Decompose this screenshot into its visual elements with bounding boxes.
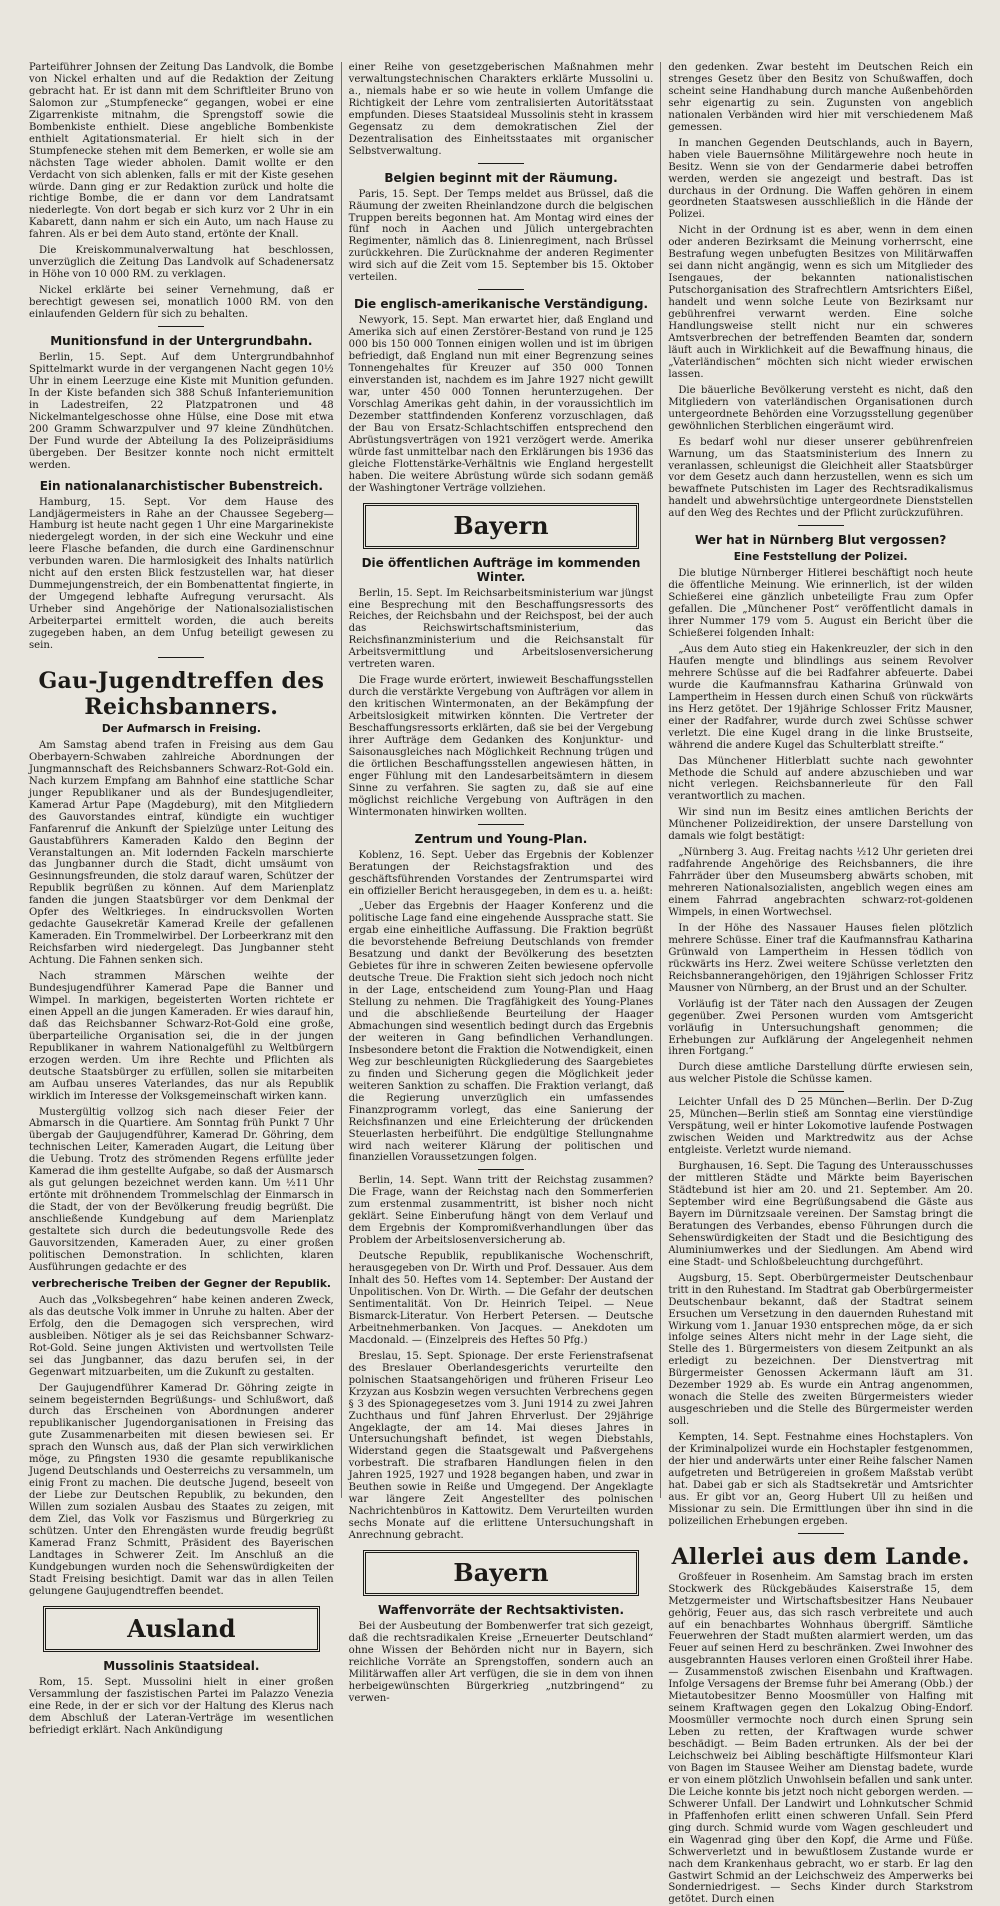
section-headline: Gau-Jugendtreffen des Reichsbanners. <box>38 667 325 720</box>
article-text: Die Kreiskommunalverwaltung hat beschlossen, unverzüglich die Zeitung Das Landvolk auf Schadenersatz in Höhe von 10 000 RM. zu verklagen. <box>29 245 334 281</box>
article-text: Durch diese amtliche Darstellung dürfte erwiesen sein, aus welcher Pistole die Schüsse kamen. <box>668 1062 974 1086</box>
divider <box>158 657 204 658</box>
article-text: einer Reihe von gesetzgeberischen Maßnahmen mehr verwaltungstechnischen Charakters erklärte Mussolini u. a., niemals habe er so wie heute in vollem Umfange die Richtigkeit der Lehre vom zentralisierten Autoritätsstaat empfunden. Dieses Staatsideal Mussolinis steht in krassem Gegensatz zu dem demokratischen Ziel der Dezentralisation des Einheitsstaates mit organischer Selbstverwaltung. <box>348 62 654 157</box>
headline: Waffenvorräte der Rechtsaktivisten. <box>377 1603 625 1618</box>
article-text: Der Gaujugendführer Kamerad Dr. Göhring zeigte in seinem begeisternden Begrüßungs- und Schlußwort, daß durch das Erscheinen von Abordnungen anderer republikanischer Jugendorganisationen in Freising das gute Zusammenarbeiten mit diesen bewiesen sei. Er sprach den Wunsch aus, daß der Plan sich verwirklichen möge, zu Pfingsten 1930 die gesamte republikanische Jugend Deutschlands und Oesterreichs zu versammeln, um einig Front zu machen. Die deutsche Jugend, beseelt von der Liebe zur Deutschen Republik, zu bekunden, den Willen zum sozialen Ausbau des Staates zu zeigen, mit dem Ziel, das Volk vor Faszismus und Bürgerkrieg zu schützen. Unter den Ehrengästen wurde freudig begrüßt Kamerad Franz Schmitt, Präsident des Bayerischen Landtages in Schwerer Zeit. Im Anschluß an die Kundgebungen wurden noch die Sehenswürdigkeiten der Stadt Freising besichtigt. Damit war das in allen Teilen gelungene Gaujugendtreffen beendet. <box>29 1382 334 1597</box>
headline: Die englisch-amerikanische Verständigung. <box>353 297 649 312</box>
article-text: Großfeuer in Rosenheim. Am Samstag brach im ersten Stockwerk des Rückgebäudes Kaiserstraße 15, dem Metzgermeister und Wirtschaftsbesitzer Hans Neubauer gehörig, Feuer aus, das sich rasch verbreitete und auch auf ein benachbartes Wohnhaus übergriff. Sämtliche Feuerwehren der Stadt mußten alarmiert werden, um das Feuer auf seinen Herd zu beschränken. Zwei Inwohner des ausgebrannten Hauses verloren einen Großteil ihrer Habe. — Zusammenstoß zwischen Eisenbahn und Kraftwagen. Infolge Versagens der Bremse fuhr bei Amerang (Obb.) der Mietautobesitzer Benno Moosmüller von Halfing mit seinem Kraftwagen gegen den Lokalzug Obing-Endorf. Moosmüller vermochte noch durch einen Sprung sein Leben zu retten, der Kraftwagen wurde schwer beschädigt. — Beim Baden ertrunken. Als der bei der Leichschweiz bei Aibling beschäftigte Hilfsmonteur Klari von Bagen im Stausee Weiher am Dienstag badete, wurde er von einem plötzlich Unwohlsein befallen und sank unter. Die Leiche konnte bis jetzt noch nicht geborgen werden. — Schwerer Unfall. Der Landwirt und Lohnkutscher Schmid in Pfaffenhofen erlitt einen schweren Unfall. Sein Pferd ging durch. Schmid wurde vom Wagen geschleudert und ein Wagenrad ging über den Kopf, die Arme und Füße. Schwerverletzt und in bewußtlosem Zustande wurde er nach dem Krankenhaus gebracht, wo er starb. Er lag den Gastwirt Schmid an der Leichschweiz des Amperwerks bei Sonderniedrigest. — Sechs Kinder durch Starkstrom getötet. Durch einen <box>668 1571 974 1906</box>
article-text: Berlin, 15. Sept. Auf dem Untergrundbahnhof Spittelmarkt wurde in der vergangenen Nacht gegen 10½ Uhr in einem Leerzuge eine Kiste mit Munition gefunden. In der Kiste befanden sich 388 Schuß Infanteriemunition in Ladestreifen, 22 Platzpatronen und 48 Nickelmantelgeschosse ohne Hülse, eine Dose mit etwa 200 Gramm Schwarzpulver und 97 kleine Zündhütchen. Der Fund wurde der Abteilung Ia des Polizeipräsidiums übergeben. Der Besitzer konnte noch nicht ermittelt werden. <box>29 352 334 471</box>
column-2 <box>342 62 662 1704</box>
article-text: „Ueber das Ergebnis der Haager Konferenz und die politische Lage fand eine eingehende Aussprache statt. Sie ergab eine einheitliche Auffassung. Die Fraktion begrüßt die bevorstehende Befreiung Deutschlands von fremder Besatzung und dankt der Bevölkerung des besetzten Gebietes für ihre in schweren Zeiten bewiesene opfervolle deutsche Treue. Die Fraktion sieht sich jedoch noch nicht in der Lage, entscheidend zum Young-Plan und Haag Stellung zu nehmen. Die Tragfähigkeit des Young-Planes und die abschließende Beurteilung der Haager Abmachungen sind wesentlich bedingt durch das Ergebnis der weiteren in Gang befindlichen Verhandlungen. Insbesondere betont die Fraktion die Notwendigkeit, einen Weg zur beschleunigten Rückgliederung des Saargebietes zu finden und Sicherung gegen die Möglichkeit jeder weiteren Sanktion zu schaffen. Die Fraktion verlangt, daß die Regierung unverzüglich ein umfassendes Finanzprogramm vorlegt, das eine Sanierung der Reichsfinanzen und eine Erleichterung der drückenden Steuerlasten herbeiführt. Die endgültige Stellungnahme wird nach weiterer Klärung der politischen und finanziellen Voraussetzungen folgen. <box>348 901 654 1164</box>
article-text: Nach strammen Märschen weihte der Bundesjugendführer Kamerad Pape die Banner und Wimpel. In markigen, begeisterten Worten richtete er einen Appell an die jungen Kameraden. Er wies darauf hin, daß das Reichsbanner Schwarz-Rot-Gold eine große, überparteiliche Organisation sei, die in der jungen Republikaner in wahrem Nationalgefühl zu Weltbürgern erzogen werden. Um ihre Rechte und Pflichten als deutsche Staatsbürger zu erfüllen, sollen sie mitarbeiten am Aufbau unseres Vaterlandes, das nur als Republik wirklich im Interesse der Volksgemeinschaft wirken kann. <box>29 971 334 1102</box>
article-text: „Aus dem Auto stieg ein Hakenkreuzler, der sich in den Haufen mengte und blindlings aus seinem Revolver mehrere Schüsse auf die bei Radfahrer abfeuerte. Dabei wurde die Kaufmannsfrau Katharina Grünwald von Lampertheim in Hessen durch einen Schuß von rückwärts ins Herz getötet. Der 19jährige Schlosser Fritz Mausner, einer der Radfahrer, wurde durch zwei Schüsse schwer verletzt. Die eine Kugel drang in die linke Brustseite, während die andere Kugel das Schulterblatt streifte.“ <box>668 643 974 751</box>
article-text: Kempten, 14. Sept. Festnahme eines Hochstaplers. Von der Kriminalpolizei wurde ein Hochstapler festgenommen, der hier und anderwärts unter einer Reihe falscher Namen aufgetreten und Betrügereien in großem Maßstab verübt hat. Dabei gab er sich als Stadtsekretär und Amtsrichter aus. Er gibt vor an, Georg Hubert Ull zu heißen und Missionar zu sein. Die Ermittlungen über ihn sind in die polizeilichen Erhebungen ergeben. <box>668 1432 974 1527</box>
section-box-deutsches-reich: Bayern <box>363 503 640 549</box>
divider <box>798 1533 844 1534</box>
article-text: Berlin, 14. Sept. Wann tritt der Reichstag zusammen? Die Frage, wann der Reichstag nach den Sommerferien zum erstenmal zusammentritt, ist bisher noch nicht geklärt. Seine Einberufung hängt von dem Verlauf und dem Ergebnis der Kompromißverhandlungen über das Problem der Arbeitslosenversicherung ab. <box>348 1175 654 1247</box>
article-text: Nicht in der Ordnung ist es aber, wenn in dem einen oder anderen Bezirksamt die Meinung vorherrscht, eine Bestrafung wegen unbefugten Besitzes von Militärwaffen sei dann nicht angängig, wenn es sich um Mitglieder des Isengaues, der bekannten nationalistischen Putschorganisation des Strafrechtlern Amtsrichters Eißel, handelt und wenn solche Leute von Bezirksamt nur gebührenfrei verwarnt werden. Eine solche Handlungsweise stellt nicht nur ein schweres Amtsverbrechen der betreffenden Beamten dar, sondern läuft auch in Wirklichkeit auf die Bewaffnung hinaus, die „Vaterländischen“ möchten sich nicht wieder erwischen lassen. <box>668 225 974 380</box>
article-text: Augsburg, 15. Sept. Oberbürgermeister Deutschenbaur tritt in den Ruhestand. Im Stadtrat gab Oberbürgermeister Deutschenbaur bekannt, daß der Stadtrat seinem Ersuchen um Versetzung in den dauernden Ruhestand mit Wirkung vom 1. Januar 1930 entsprechen möge, da er sich infolge seines Alters nicht mehr in der Lage sieht, die Stelle des 1. Bürgermeisters von diesem Zeitpunkt an als erledigt zu bezeichnen. Der Dienstvertrag mit Bürgermeister Genossen Ackermann läuft am 31. Dezember 1929 ab. Es wurde ein Antrag angenommen, wonach die Stelle des zweiten Bürgermeisters wieder ausgeschrieben und die Stelle des Bürgermeister werden soll. <box>668 1272 974 1428</box>
headline: Mussolinis Staatsideal. <box>103 1658 260 1673</box>
article-text: Bei der Ausbeutung der Bombenwerfer trat sich gezeigt, daß die rechtsradikalen Kreise „Erneuerter Deutschland“ ohne Wissen der Behörden nicht nur in Bayern, sich reichliche Vorräte an Sprengstoffen, sondern auch an Militärwaffen aller Art verfügen, die sie in dem von ihnen herbeigewünschten Bürgerkrieg „nutzbringend“ zu verwen- <box>348 1621 654 1704</box>
column-3 <box>661 62 980 1906</box>
article-text: den gedenken. Zwar besteht im Deutschen Reich ein strenges Gesetz über den Besitz von Schußwaffen, doch scheint seine Handhabung durch manche Außenbehörden sehr eigenartig zu sein. Zugunsten von angeblich nationalen Verbänden wird hier mit verschiedenem Maß gemessen. <box>668 62 974 133</box>
headline: Munitionsfund in der Untergrundbahn. <box>50 334 313 349</box>
divider <box>478 1169 524 1170</box>
article-text: Rom, 15. Sept. Mussolini hielt in einer großen Versammlung der faszistischen Partei im Palazzo Venezia eine Rede, in der er sich vor der Haltung des Klerus nach dem Abschluß der Lateran-Verträge im wesentlichen befriedigt erklärt. Nach Ankündigung <box>29 1676 334 1736</box>
article-text: Burghausen, 16. Sept. Die Tagung des Unterausschusses der mittleren Städte und Märkte beim Bayerischen Städtebund ist hier am 20. und 21. September. Am 20. September wird eine Begrüßungsabend die Gäste aus Bayern im Dürnitzsaale vereinen. Der Samstag bringt die Beratungen des Verbandes, ebenso Führungen durch die Sehenswürdigkeiten der Stadt und die Besichtigung des Aluminiumwerkes und der Siedlungen. Am Abend wird eine Stadt- und Schloßbeleuchtung durchgeführt. <box>668 1161 974 1268</box>
article-text: Nickel erklärte bei seiner Vernehmung, daß er berechtigt gewesen sei, monatlich 1000 RM. von den einlaufenden Geldern für sich zu behalten. <box>29 285 334 321</box>
divider <box>798 525 844 526</box>
article-text: „Nürnberg 3. Aug. Freitag nachts ½12 Uhr gerieten drei radfahrende Angehörige des Reichsbanners, die ihre Fahrräder über den Museumsberg abwärts schoben, mit mehreren Nationalsozialisten, angeblich wegen eines am einem Fahrrad angebrachten schwarz-rot-goldenen Wimpels, in einen Wortwechsel. <box>668 847 974 918</box>
article-text: Paris, 15. Sept. Der Temps meldet aus Brüssel, daß die Räumung der zweiten Rheinlandzone durch die belgischen Truppen bereits begonnen hat. Am Montag wird eines der fünf noch in Aachen und Jülich untergebrachten Regimenter, nämlich das 8. Linienregiment, nach Brüssel zurückkehren. Die Zurücknahme der anderen Regimenter wird sich auf die Zeit vom 15. September bis 15. Oktober verteilen. <box>348 188 654 284</box>
column-container <box>22 62 980 1906</box>
headline: Belgien beginnt mit der Räumung. <box>384 170 618 185</box>
divider <box>478 824 524 825</box>
article-text: Es bedarf wohl nur dieser unserer gebührenfreien Warnung, um das Staatsministerium des Innern zu veranlassen, schleunigst die Gleichheit aller Staatsbürger vor dem Gesetz auch dann herzustellen, wenn es sich um bewaffnete Putschisten im Lager des Rechtsradikalismus handelt und abwehrsüchtige untergeordnete Dienststellen auf den Weg des Rechtes und der Pflicht zurückzuführen. <box>668 436 974 520</box>
article-text: In manchen Gegenden Deutschlands, auch in Bayern, haben viele Bauernsöhne Militärgewehre noch heute in Besitz. Wenn sie von der Gendarmerie dabei betroffen werden, werden sie angezeigt und bestraft. Das ist durchaus in der Ordnung. Die Waffen gehören in einem geordneten Staatswesen ausschließlich in die Hände der Polizei. <box>668 137 974 221</box>
article-text: Die bäuerliche Bevölkerung versteht es nicht, daß den Mitgliedern von vaterländischen Organisationen durch untergeordnete Behörden eine Vorzugsstellung gegenüber gewöhnlichen Sterblichen eingeräumt wird. <box>668 384 974 432</box>
article-text: Auch das „Volksbegehren“ habe keinen anderen Zweck, als das deutsche Volk immer in Unruhe zu halten. Aber der Erfolg, den die Demagogen sich versprechen, wird ausbleiben. Nötiger als je sei das Reichsbanner Schwarz-Rot-Gold. Seine jungen Aktivisten und wertvollsten Teile sei das Jungbanner, das dazu berufen sei, in der Gegenwart mitzuarbeiten, um die Zukunft zu gestalten. <box>29 1294 334 1378</box>
headline: Zentrum und Young-Plan. <box>414 831 588 846</box>
article-text: In der Höhe des Nassauer Hauses fielen plötzlich mehrere Schüsse. Einer traf die Kaufmannsfrau Katharina Grünwald von Lampertheim in Hessen tödlich von rückwärts ins Herz. Zwei weitere Schüsse verletzten den Reichsbannerangehörigen, den 19jährigen Schlosser Fritz Mausner von Nürnberg, an der Brust und an der Schulter. <box>668 922 974 994</box>
article-text: Parteiführer Johnsen der Zeitung Das Landvolk, die Bombe von Nickel erhalten und auf die Redaktion der Zeitung gebracht hat. Er ist dann mit dem Schriftleiter Bruno von Salomon zur „Stumpfenecke“ gegangen, wobei er eine Zigarrenkiste mitnahm, die Sprengstoff sowie die Bombenkiste enthielt. Diese angebliche Bombenkiste enthielt Agitationsmaterial. Er hielt sich in der Stumpfenecke stehen mit dem Bemerken, er wolle sie am nächsten Tage wieder abholen. Damit wollte er den Verdacht von sich ablenken, falls er mit der Kiste gesehen würde. Dann ging er zur Redaktion zurück und holte die richtige Bombe, die er dann vor dem Landratsamt niederlegte. Von dort begab er sich kurz vor 2 Uhr in ein Kabarett, dann nahm er sich ein Auto, um nach Hause zu fahren. Als er bei dem Auto stand, ertönte der Knall. <box>29 62 334 241</box>
article-text: Das Münchener Hitlerblatt suchte nach gewohnter Methode die Schuld auf andere abzuschieben und war nicht verlegen. Reichsbannerleute für den Fall verantwortlich zu machen. <box>668 755 974 803</box>
article-text: Mustergültig vollzog sich nach dieser Feier der Abmarsch in die Quartiere. Am Sonntag früh Punkt 7 Uhr übergab der Gaujugendführer, Kamerad Dr. Göhring, dem technischen Leiter, Kameraden Augart, die Leitung über die Uebung. Trotz des strömenden Regens erfüllte jeder Kamerad die ihm gestellte Aufgabe, so daß der Ausmarsch als gut gelungen bezeichnet werden kann. Um ½11 Uhr ertönte mit dröhnendem Trommelschlag der Einmarsch in die Stadt, der von der Bevölkerung freudig begrüßt. Die anschließende Kundgebung auf dem Marienplatz gestaltete sich durch die bedeutungsvolle Rede des Gauvorsitzenden, Kameraden Auer, zu einer großen politischen Demonstration. In schlichten, klaren Ausführungen gedachte er des <box>29 1106 334 1273</box>
divider <box>798 1091 844 1092</box>
article-text: Vorläufig ist der Täter nach den Aussagen der Zeugen gegenüber. Zwei Personen wurden vom Amtsgericht vorläufig in Untersuchungshaft genommen; die Erhebungen zur Aufklärung der Angelegenheit nehmen ihren Fortgang.“ <box>668 998 974 1058</box>
column-1 <box>22 62 342 1736</box>
article-text: Wir sind nun im Besitz eines amtlichen Berichts der Münchener Polizeidirektion, der unsere Darstellung von damals wie folgt bestätigt: <box>668 807 974 843</box>
article-text: Breslau, 15. Sept. Spionage. Der erste Ferienstrafsenat des Breslauer Oberlandesgerichts verurteilte den polnischen Staatsangehörigen und früheren Friseur Leo Krzyzan aus Kosbzin wegen versuchten Verbrechens gegen § 3 des Spionagegesetzes vom 3. Juni 1914 zu zwei Jahren Zuchthaus und fünf Jahren Ehrverlust. Der 29jährige Angeklagte, der am 14. Mai dieses Jahres in Untersuchungshaft befindet, ist wegen Diebstahls, Widerstand gegen die Staatsgewalt und Paßvergehens vorbestraft. Die strafbaren Handlungen fielen in den Jahren 1925, 1927 und 1928 begangen haben, und zwar in Beuthen sowie in Reiße und Umgegend. Der Angeklagte war längere Zeit Angestellter des polnischen Nachrichtenbüros in Kattowitz. Dem Verurteilten wurden sechs Monate auf die erlittene Untersuchungshaft in Anrechnung gebracht. <box>348 1350 654 1542</box>
article-text: Berlin, 15. Sept. Im Reichsarbeitsministerium war jüngst eine Besprechung mit den Beschaffungsressorts des Reiches, der Reichsbahn und der Reichspost, bei der auch das Reichswirtschaftsministerium, das Reichsfinanzministerium und die Reichsanstalt für Arbeitsvermittlung und Arbeitslosenversicherung vertreten waren. <box>348 587 654 671</box>
article-text: Die Frage wurde erörtert, inwieweit Beschaffungsstellen durch die verstärkte Vergebung von Aufträgen vor allem in den kritischen Wintermonaten, an der Bekämpfung der Arbeitslosigkeit mitwirken könnten. Die Vertreter der Beschaffungsressorts erklärten, daß sie bei der Vergebung ihrer Aufträge dem Gedanken des Konjunktur- und Saisonausgleiches nach Möglichkeit Rechnung trügen und die örtlichen Beschaffungsstellen angewiesen hätten, in enger Fühlung mit den Landesarbeitsämtern in diesem Sinne zu verfahren. Sie sagten zu, daß sie auf eine möglichst reichliche Vergebung von Aufträgen in den Wintermonaten hinwirken wollten. <box>348 675 654 818</box>
article-text: Hamburg, 15. Sept. Vor dem Hause des Landjägermeisters in Rahe an der Chaussee Segeberg—Hamburg ist heute nacht gegen 1 Uhr eine Margarinekiste niedergelegt worden, in der sich eine Weckuhr und eine leere Flasche befanden, die durch eine Gardinenschnur verbunden waren. Die harmlosigkeit des Inhalts natürlich nicht auf den ersten Blick festzustellen war, hat dieser Dummejungenstreich, der ein Bombenattentat fingierte, in der Umgegend lebhafte Aufregung verursacht. Als Urheber sind Angehörige der Nationalsozialistischen Arbeiterpartei ermittelt worden, die auch bereits zugegeben haben, an dem Unfug beteiligt gewesen zu sein. <box>29 496 334 651</box>
headline: Wer hat in Nürnberg Blut vergossen? <box>695 533 947 548</box>
headline: Ein nationalanarchistischer Bubenstreich. <box>39 478 323 493</box>
article-text: Deutsche Republik, republikanische Wochenschrift, herausgegeben von Dr. Wirth und Prof. Dessauer. Aus dem Inhalt des 50. Heftes vom 14. September: Der Austand der Unpolitischen. Von Dr. Wirth. — Die Gefahr der deutschen Sentimentalität. Von Dr. Heinrich Teipel. — Neue Bismarck-Literatur. Von Herbert Petersen. — Deutsche Arbeitnehmerbanken. Von Jacques. — Anekdoten um Macdonald. — (Einzelpreis des Heftes 50 Pfg.) <box>348 1251 654 1346</box>
divider <box>478 163 524 164</box>
subheadline: Eine Feststellung der Polizei. <box>733 551 908 564</box>
divider <box>158 326 204 327</box>
subheadline: Der Aufmarsch in Freising. <box>101 722 261 735</box>
article-text: Die blutige Nürnberger Hitlerei beschäftigt noch heute die öffentliche Meinung. Wie erinnerlich, ist der wilden Schießerei eine gänzlich unbeteiligte Frau zum Opfer gefallen. Die „Münchener Post“ veröffentlicht damals in ihrer Nummer 179 vom 5. August ein Bericht über die Schießerei folgenden Inhalt: <box>668 568 974 640</box>
article-text: Newyork, 15. Sept. Man erwartet hier, daß England und Amerika sich auf einen Zerstörer-Bestand von rund je 125 000 bis 150 000 Tonnen einigen wollen und ist im übrigen befriedigt, daß England nun mit einer Begrenzung seines Tonnengehaltes für Kreuzer auf 350 000 Tonnen einverstanden ist, nachdem es im Jahre 1927 nicht gewillt war, unter 450 000 Tonnen herunterzugehen. Der Vorschlag Amerikas geht dahin, in der voraussichtlich im Dezember stattfindenden Konferenz vorzuschlagen, daß der Bau von Ersatz-Schlachtschiffen entsprechend den Abrüstungsverträgen von 1921 verzögert werde. Amerika würde fast unmittelbar nach den Erklärungen bis 1936 das gleiche Flottenstärke-Verhältnis wie England hergestellt haben. Die weitere Abrüstung würde sich sodann gemäß der Washingtoner Verträge vollziehen. <box>348 315 654 494</box>
headline: Die öffentlichen Aufträge im kommenden Winter. <box>361 555 641 584</box>
section-box-bayern: Bayern <box>363 1550 640 1596</box>
section-headline: Allerlei aus dem Lande. <box>671 1543 970 1570</box>
article-text: Leichter Unfall des D 25 München—Berlin. Der D-Zug 25, München—Berlin stieß am Sonntag eine vierstündige Verspätung, weil er hinter Lokomotive laufende Postwagen zwischen Weiden und Marktredwitz aus der Achse entgleiste. Verletzt wurde niemand. <box>668 1097 974 1157</box>
subheadline: verbrecherische Treiben der Gegner der Republik. <box>31 1277 331 1290</box>
section-box-ausland: Ausland <box>43 1606 320 1652</box>
article-text: Am Samstag abend trafen in Freising aus dem Gau Oberbayern-Schwaben zahlreiche Abordnungen der Jungmannschaft des Reichsbanners Schwarz-Rot-Gold ein. Nach kurzem Empfang am Bahnhof eine stattliche Schar junger Republikaner und als der Bundesjugendleiter, Kamerad Artur Pape (Magdeburg), mit den Mitgliedern des Gauvorstandes eintraf, kündigte ein wuchtiger Fanfarenruf die Ankunft der Spielzüge unter Leitung des Gaustabführers Kameraden Kaldo den Beginn der Veranstaltungen an. Mit lodernden Fackeln marschierte das Jungbanner durch die Stadt, dicht umsäumt von Gesinnungsfreunden, die stolz darauf waren, Schützer der Republik begrüßen zu können. Auf dem Marienplatz fanden die jungen Staatsbürger vor dem Denkmal der Opfer des Weltkrieges. In eindrucksvollen Worten gedachte Gausekretär Kamerad Kreile der gefallenen Kameraden. Ein Trommelwirbel. Der Lorbeerkranz mit den Reichsfarben wird niedergelegt. Das Jungbanner steht Achtung. Die Fahnen senken sich. <box>29 739 334 967</box>
divider <box>478 289 524 290</box>
article-text: Koblenz, 16. Sept. Ueber das Ergebnis der Koblenzer Beratungen der Reichstagsfraktion und des geschäftsführenden Vorstandes der Zentrumspartei wird ein offizieller Bericht herausgegeben, in dem es u. a. heißt: <box>348 849 654 897</box>
